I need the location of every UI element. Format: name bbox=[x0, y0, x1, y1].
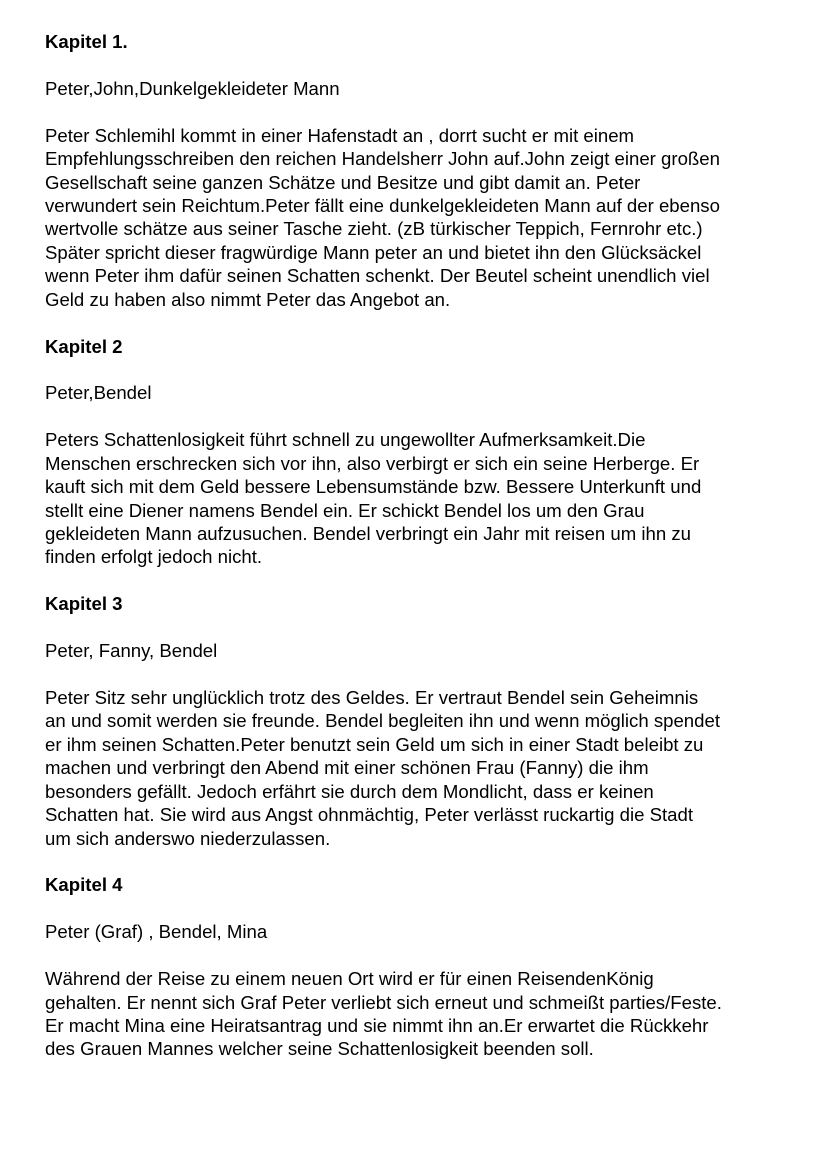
chapter-1 bbox=[45, 30, 805, 311]
chapter-summary: Peter Schlemihl kommt in einer Hafenstadt an , dorrt sucht er mit einem Empfehlungsschreiben den reichen Handelsherr John auf.John zeigt einer großen Gesellschaft seine ganzen Schätze und Besitze und gibt damit an. Peter verwundert sein Reichtum.Peter fällt eine dunkelgekleideten Mann auf der ebenso wertvolle schätze aus seiner Tasche zieht. (zB türkischer Teppich, Fernrohr etc.) Später spricht dieser fragwürdige Mann peter an und bietet ihn den Glücksäckel wenn Peter ihm dafür seinen Schatten schenkt. Der Beutel scheint unendlich viel Geld zu haben also nimmt Peter das Angebot an. bbox=[45, 124, 720, 310]
chapter-2 bbox=[45, 335, 805, 569]
chapter-3 bbox=[45, 592, 805, 850]
chapter-title: Kapitel 4 bbox=[45, 874, 123, 896]
chapter-characters: Peter,Bendel bbox=[45, 382, 152, 404]
chapter-title: Kapitel 3 bbox=[45, 593, 123, 615]
chapter-summary: Während der Reise zu einem neuen Ort wird er für einen ReisendenKönig gehalten. Er nennt sich Graf Peter verliebt sich erneut und schmeißt parties/Feste. Er macht Mina eine Heiratsantrag und sie nimmt ihn an.Er erwartet die Rückkehr des Grauen Mannes welcher seine Schattenlosigkeit beenden soll. bbox=[45, 968, 722, 1060]
chapter-summary: Peter Sitz sehr unglücklich trotz des Geldes. Er vertraut Bendel sein Geheimnis an und somit werden sie freunde. Bendel begleiten ihn und wenn möglich spendet er ihm seinen Schatten.Peter benutzt sein Geld um sich in einer Stadt beleibt zu machen und verbringt den Abend mit einer schönen Frau (Fanny) die ihm besonders gefällt. Jedoch erfährt sie durch dem Mondlicht, dass er keinen Schatten hat. Sie wird aus Angst ohnmächtig, Peter verlässt ruckartig die Stadt um sich anderswo niederzulassen. bbox=[45, 687, 720, 849]
chapter-summary: Peters Schattenlosigkeit führt schnell zu ungewollter Aufmerksamkeit.Die Menschen erschrecken sich vor ihn, also verbirgt er sich ein seine Herberge. Er kauft sich mit dem Geld bessere Lebensumstände bzw. Bessere Unterkunft und stellt eine Diener namens Bendel ein. Er schickt Bendel los um den Grau gekleideten Mann aufzusuchen. Bendel verbringt ein Jahr mit reisen um ihn zu finden erfolgt jedoch nicht. bbox=[45, 429, 702, 568]
chapter-4 bbox=[45, 873, 805, 1060]
chapter-characters: Peter, Fanny, Bendel bbox=[45, 640, 218, 662]
chapter-characters: Peter (Graf) , Bendel, Mina bbox=[45, 921, 268, 943]
chapter-characters: Peter,John,Dunkelgekleideter Mann bbox=[45, 77, 340, 99]
chapter-title: Kapitel 1. bbox=[45, 31, 128, 52]
document-page bbox=[45, 30, 805, 1061]
chapter-title: Kapitel 2 bbox=[45, 335, 123, 357]
